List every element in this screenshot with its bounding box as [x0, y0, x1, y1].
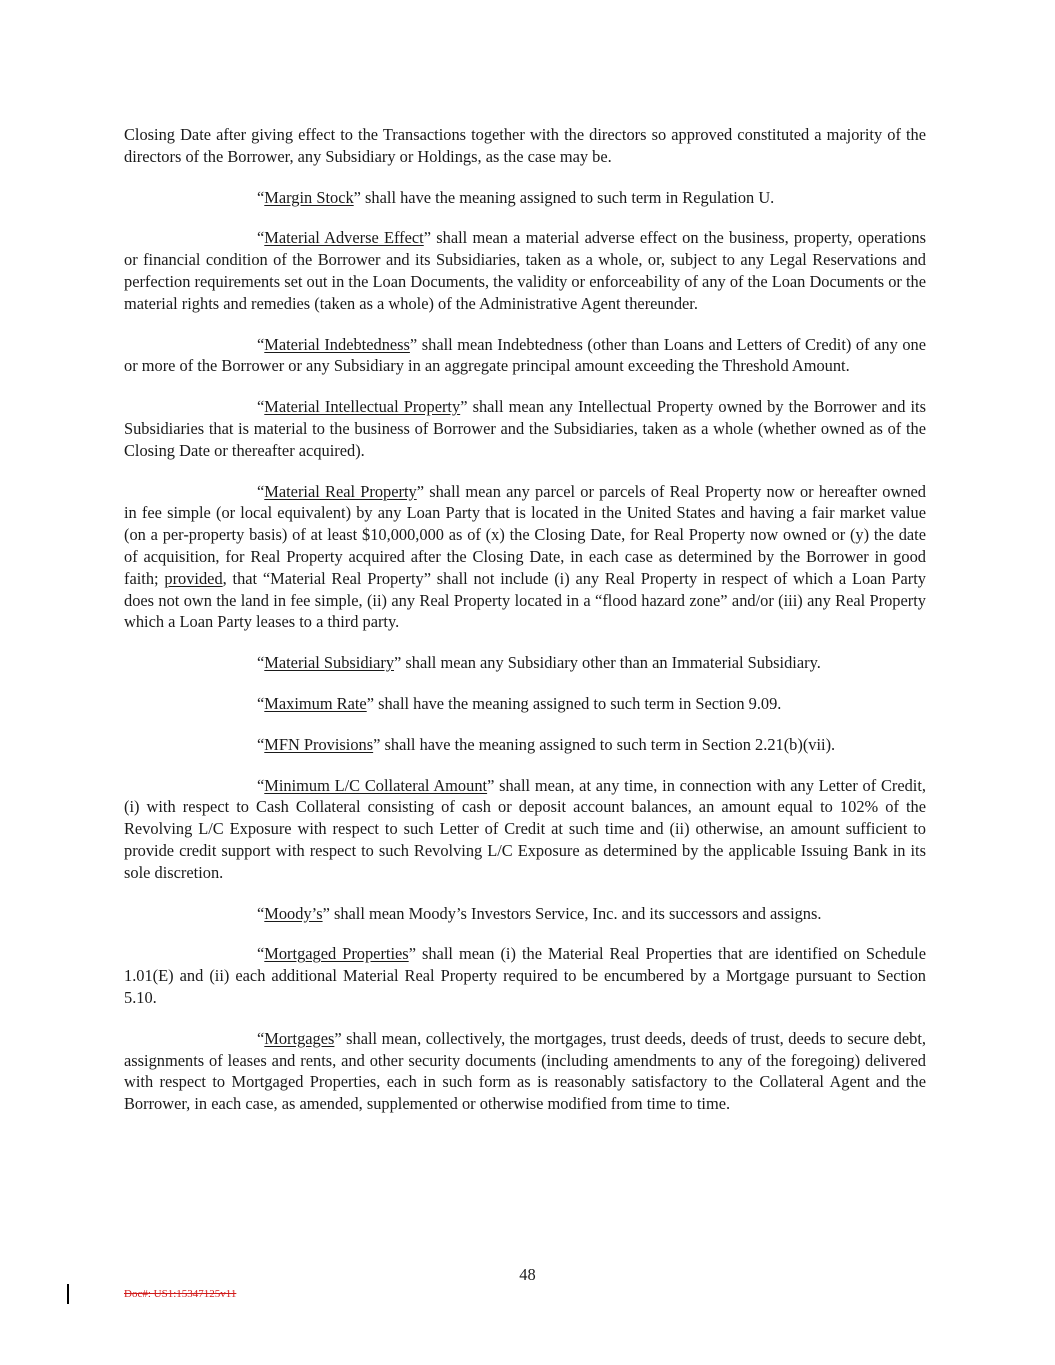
definition-text: ” shall have the meaning assigned to such term in Section 2.21(b)(vii). [373, 734, 836, 754]
proviso-term: provided [164, 568, 223, 588]
definition-mortgaged-properties: “Mortgaged Properties” shall mean (i) the Material Real Properties that are identified on Schedule 1.01(E) and (ii) each additional Material Real Property required to be encumbered by a Mortgage pursuant to Section 5.10. [124, 944, 926, 1007]
definition-material-real-property: “Material Real Property” shall mean any parcel or parcels of Real Property now or hereafter owned in fee simple (or local equivalent) by any Loan Party that is located in the United States and having a fair market value (on a per-property basis) of at least $10,000,000 as of (x) the Closing Date, for Real Property now owned or (y) the date of acquisition, for Real Property acquired after the Closing Date, in each case as determined by the Borrower in good faith; provided, that “Material Real Property” shall not include (i) any Real Property in respect of which a Loan Party does not own the land in fee simple, (ii) any Real Property located in a “flood hazard zone” and/or (iii) any Real Property which a Loan Party leases to a third party. [124, 481, 927, 632]
definition-text: ” shall mean (i) the Material Real Properties that are identified on Schedule 1.01(E) and (ii) each additional Material Real Property required to be encumbered by a Mortgage pursuant to Section 5.10. [124, 944, 926, 1007]
definition-mfn-provisions: “MFN Provisions” shall have the meaning assigned to such term in Section 2.21(b)(vii). [257, 734, 836, 754]
definition-mortgages: “Mortgages” shall mean, collectively, the mortgages, trust deeds, deeds of trust, deeds to secure debt, assignments of leases and rents, and other security documents (including amendments to any of the foregoing) delivered with respect to Mortgaged Properties, each in such form as is reasonably satisfactory to the Collateral Agent and the Borrower, in each case, as amended, supplemented or otherwise modified from time to time. [124, 1028, 926, 1114]
definition-text: ” shall mean any Intellectual Property owned by the Borrower and its Subsidiaries that is material to the business of Borrower and the Subsidiaries, taken as a whole (whether owned as of the Closing Date or thereafter acquired). [124, 397, 926, 460]
definition-text: ” shall mean, at any time, in connection with any Letter of Credit, (i) with respect to Cash Collateral consisting of cash or deposit account balances, an amount equal to 102% of the Revolving L/C Exposure with respect to such Letter of Credit at such time and (ii) otherwise, an amount sufficient to provide credit support with respect to such Revolving L/C Exposure as determined by the applicable Issuing Bank in its sole discretion. [124, 775, 927, 882]
defined-term: Material Adverse Effect [264, 228, 424, 248]
defined-term: Mortgages [264, 1028, 335, 1048]
document-id: Doc#: US1:15347125v11 [124, 1288, 237, 1300]
definition-material-subsidiary: “Material Subsidiary” shall mean any Subsidiary other than an Immaterial Subsidiary. [257, 653, 821, 673]
definition-text: ” shall mean any Subsidiary other than an Immaterial Subsidiary. [394, 653, 821, 673]
definition-text: ” shall mean a material adverse effect on the business, property, operations or financial condition of the Borrower and its Subsidiaries, taken as a whole, or, subject to any Legal Reservations and perfection requirements set out in the Loan Documents, the validity or enforceability of any of the Loan Documents or the material rights and remedies (taken as a whole) of the Administrative Agent thereunder. [124, 228, 926, 313]
definition-moodys: “Moody’s” shall mean Moody’s Investors Service, Inc. and its successors and assigns. [257, 903, 822, 923]
definition-text: ” shall mean, collectively, the mortgages, trust deeds, deeds of trust, deeds to secure debt, assignments of leases and rents, and other security documents (including amendments to any of the foregoing) delivered with respect to Mortgaged Properties, each in such form as is reasonably satisfactory to the Collateral Agent and the Borrower, in each case, as amended, supplemented or otherwise modified from time to time. [124, 1028, 926, 1114]
defined-term: Mortgaged Properties [264, 944, 409, 964]
definition-margin-stock: “Margin Stock” shall have the meaning assigned to such term in Regulation U. [257, 187, 775, 207]
definition-text: ” shall have the meaning assigned to such term in Section 9.09. [366, 693, 782, 713]
defined-term: Material Real Property [264, 481, 417, 501]
definition-material-intellectual-property: “Material Intellectual Property” shall mean any Intellectual Property owned by the Borrower and its Subsidiaries that is material to the business of Borrower and the Subsidiaries, taken as a whole (whether owned as of the Closing Date or thereafter acquired). [124, 397, 926, 460]
definition-text: ” shall mean Moody’s Investors Service, Inc. and its successors and assigns. [322, 903, 822, 923]
defined-term: Minimum L/C Collateral Amount [264, 775, 488, 795]
definition-maximum-rate: “Maximum Rate” shall have the meaning assigned to such term in Section 9.09. [257, 693, 782, 713]
page-number: 48 [519, 1265, 536, 1284]
defined-term: MFN Provisions [264, 734, 374, 754]
definition-text: ” shall mean Indebtedness (other than Loans and Letters of Credit) of any one or more of the Borrower or any Subsidiary in an aggregate principal amount exceeding the Threshold Amount. [124, 334, 926, 376]
defined-term: Margin Stock [264, 187, 354, 207]
defined-term: Material Subsidiary [264, 653, 395, 673]
document-body [124, 124, 926, 1134]
change-bar [67, 1284, 69, 1304]
intro-paragraph: Closing Date after giving effect to the Transactions together with the directors so approved constituted a majority of the directors of the Borrower, any Subsidiary or Holdings, as the case may be. [124, 125, 926, 166]
definition-text: ” shall mean any parcel or parcels of Real Property now or hereafter owned in fee simple (or local equivalent) by any Loan Party that is located in the United States and having a fair market value (on a per-property basis) of at least $10,000,000 as of (x) the Closing Date, for Real Property now owned or (y) the date of acquisition, for Real Property acquired after the Closing Date, in each case as determined by the Borrower in good faith; [124, 481, 927, 588]
definition-material-adverse-effect: “Material Adverse Effect” shall mean a material adverse effect on the business, property, operations or financial condition of the Borrower and its Subsidiaries, taken as a whole, or, subject to any Legal Reservations and perfection requirements set out in the Loan Documents, the validity or enforceability of any of the Loan Documents or the material rights and remedies (taken as a whole) of the Administrative Agent thereunder. [124, 228, 926, 313]
defined-term: Maximum Rate [264, 693, 367, 713]
definition-minimum-lc-collateral-amount: “Minimum L/C Collateral Amount” shall mean, at any time, in connection with any Letter of Credit, (i) with respect to Cash Collateral consisting of cash or deposit account balances, an amount equal to 102% of the Revolving L/C Exposure with respect to such Letter of Credit at such time and (ii) otherwise, an amount sufficient to provide credit support with respect to such Revolving L/C Exposure as determined by the applicable Issuing Bank in its sole discretion. [124, 775, 927, 882]
defined-term: Material Intellectual Property [264, 397, 461, 417]
defined-term: Material Indebtedness [264, 334, 410, 354]
definition-material-indebtedness: “Material Indebtedness” shall mean Indebtedness (other than Loans and Letters of Credit) of any one or more of the Borrower or any Subsidiary in an aggregate principal amount exceeding the Threshold Amount. [124, 334, 926, 376]
definition-text-continued: , that “Material Real Property” shall not include (i) any Real Property in respect of which a Loan Party does not own the land in fee simple, (ii) any Real Property located in a “flood hazard zone” and/or (iii) any Real Property which a Loan Party leases to a third party. [124, 568, 926, 632]
defined-term: Moody’s [264, 903, 323, 923]
definition-text: ” shall have the meaning assigned to such term in Regulation U. [353, 187, 775, 207]
